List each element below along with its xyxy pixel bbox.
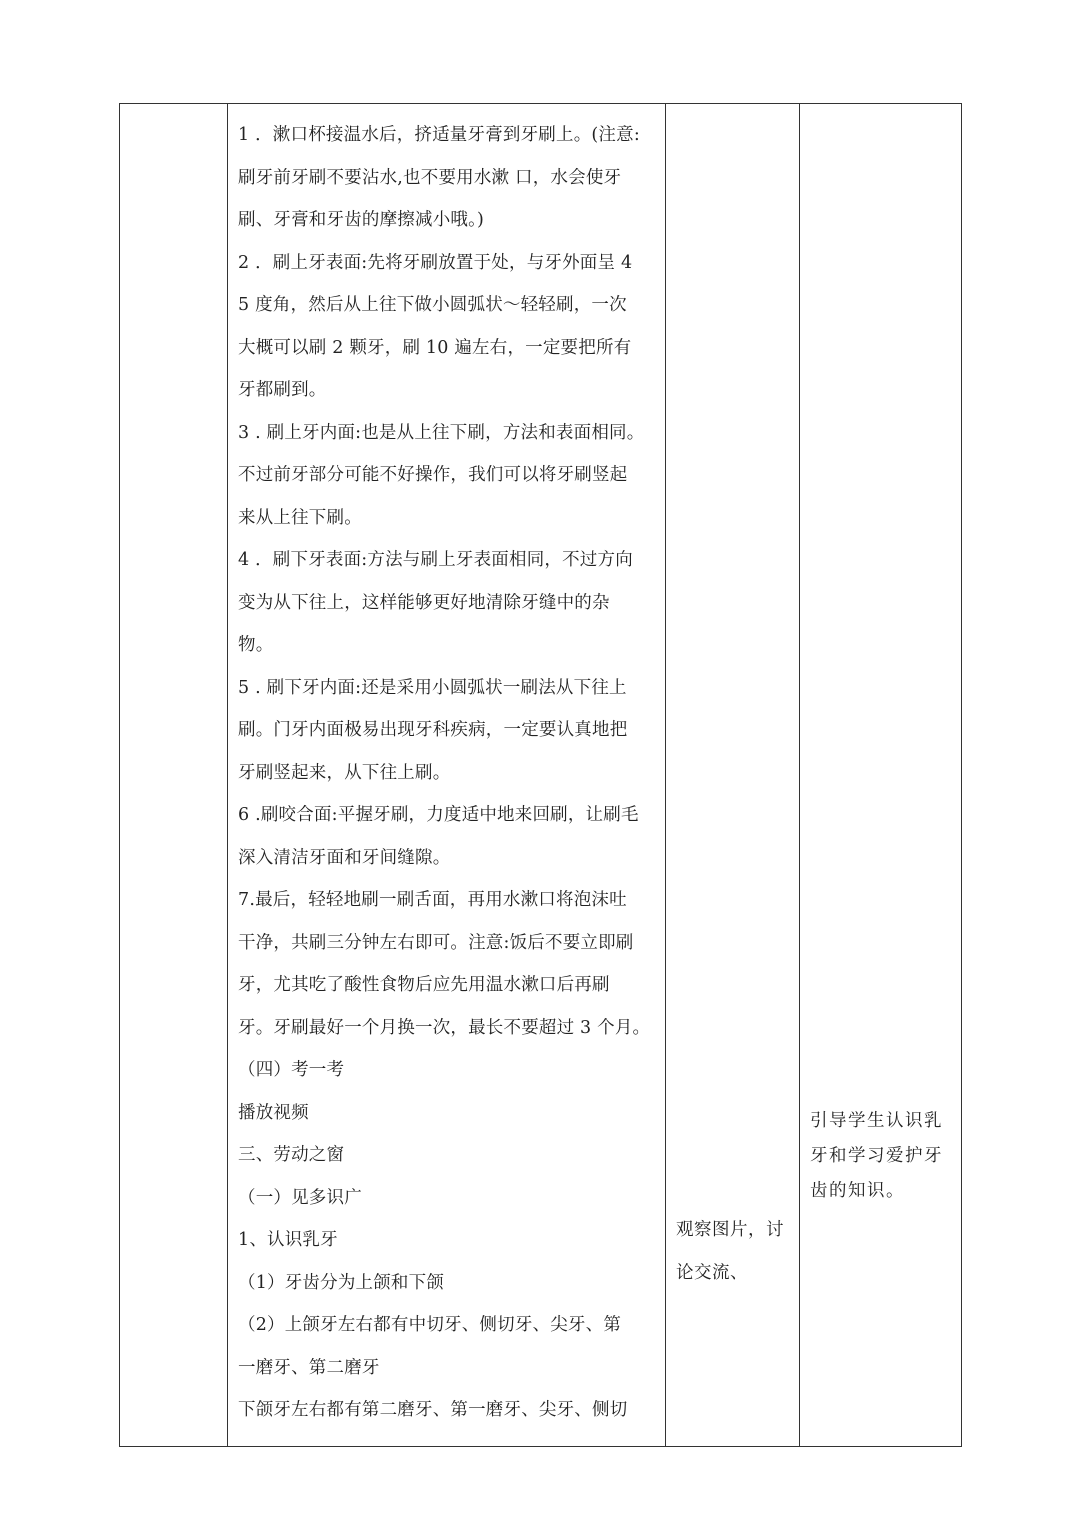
content-line: （1）牙齿分为上颌和下颌 [238,1272,445,1293]
content-line: 4 ．刷下牙表面:方法与刷上牙表面相同，不过方向 [238,550,633,570]
content-line: 刷牙前牙刷不要沾水,也不要用水漱 口，水会使牙 [238,167,622,188]
content-line: 3 . 刷上牙内面:也是从上往下刷，方法和表面相同。 [238,422,645,443]
content-line: 5 . 刷下牙内面:还是采用小圆弧状一刷法从下往上 [238,677,627,698]
content-line: 大概可以刷 2 颗牙，刷 10 遍左右，一定要把所有 [238,337,632,358]
content-line: 1 ．漱口杯接温水后，挤适量牙膏到牙刷上。(注意: [238,125,640,145]
teaching-content-cell [228,104,666,1446]
content-line: 刷。门牙内面极易出现牙科疾病，一定要认真地把 [238,720,628,740]
content-line: 深入清洁牙面和牙间缝隙。 [238,847,451,868]
content-line: 牙，尤其吃了酸性食物后应先用温水漱口后再刷 [238,975,610,995]
content-line: 来从上往下刷。 [238,507,362,528]
design-intent-cell [800,1104,962,1209]
activity-line: 论交流、 [676,1263,748,1283]
content-line: 播放视频 [238,1102,309,1123]
content-line: 物。 [238,635,274,655]
content-line: （一）见多识广 [238,1187,362,1208]
content-line: 6 .刷咬合面:平握牙刷，力度适中地来回刷，让刷毛 [238,805,639,825]
intent-line: 牙和学习爱护牙 [810,1146,943,1166]
content-line: （四）考一考 [238,1060,345,1080]
content-line: 三、劳动之窗 [238,1145,345,1165]
content-line: 5 度角，然后从上往下做小圆弧状～轻轻刷，一次 [238,295,627,315]
lesson-table [119,103,962,1447]
content-line: 一磨牙、第二磨牙 [238,1357,380,1378]
content-line: 牙。牙刷最好一个月换一次，最长不要超过 3 个月。 [238,1017,651,1038]
content-line: （2）上颌牙左右都有中切牙、侧切牙、尖牙、第 [238,1315,622,1335]
content-line: 牙刷竖起来，从下往上刷。 [238,762,451,783]
content-line: 牙都刷到。 [238,380,327,400]
content-line: 干净，共刷三分钟左右即可。注意:饭后不要立即刷 [238,932,634,953]
content-line: 不过前牙部分可能不好操作，我们可以将牙刷竖起 [238,465,628,485]
activity-line: 观察图片，讨 [676,1220,784,1240]
content-line: 1、认识乳牙 [238,1230,338,1250]
content-line: 刷、牙膏和牙齿的摩擦减小哦。) [238,210,485,230]
content-line: 2 ．刷上牙表面:先将牙刷放置于处，与牙外面呈 4 [238,252,633,273]
student-activity-cell [666,1209,800,1295]
content-line: 下颌牙左右都有第二磨牙、第一磨牙、尖牙、侧切 [238,1400,628,1420]
intent-line: 引导学生认识乳 [810,1111,943,1131]
intent-line: 齿的知识。 [810,1181,905,1201]
content-line: 7.最后，轻轻地刷一刷舌面，再用水漱口将泡沫吐 [238,890,627,910]
content-line: 变为从下往上，这样能够更好地清除牙缝中的杂 [238,592,610,613]
